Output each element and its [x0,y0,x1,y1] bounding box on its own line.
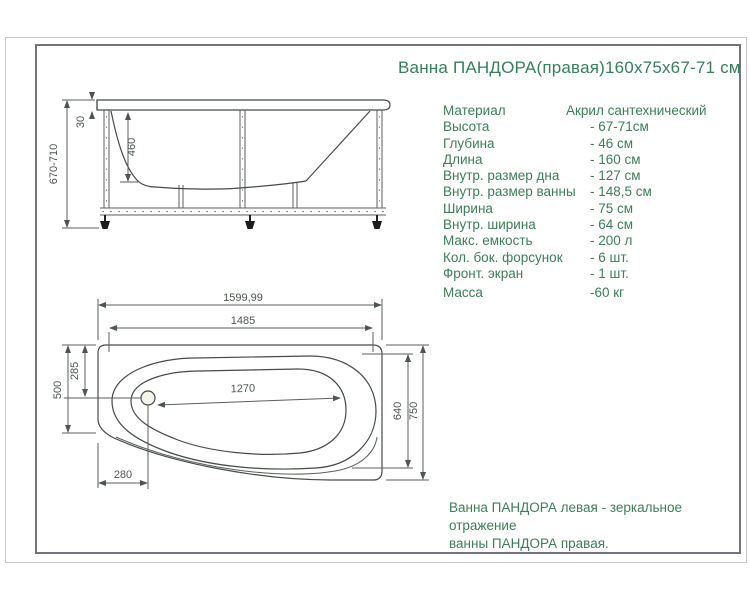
mirror-note-line2: ванны ПАНДОРА правая. [449,536,609,551]
spec-value: Акрил сантехнический [566,103,707,118]
drain-hole [141,391,155,405]
tub-rim-side [97,100,390,110]
mirror-note [449,499,739,553]
spec-value: - 6 шт. [590,249,629,265]
spec-row-inner-size [443,184,713,200]
spec-value: - 200 л [590,233,633,249]
spec-value: - 160 см [590,151,641,167]
spec-row-material [443,103,713,119]
spec-row-bottom-size [443,168,713,184]
spec-row-mass [443,285,713,301]
tub-outline-top [98,345,382,480]
spec-value: - 46 см [590,135,634,151]
dim-inner-depth-label: 460 [126,137,138,157]
spec-value: - 75 см [590,200,634,216]
dim-overall-height-label: 670-710 [48,143,60,185]
spec-value: - 1 шт. [590,265,629,281]
dim-rim-height-label: 30 [75,115,87,129]
seat-sweep-line [116,437,377,474]
spec-label: Макс. емкость [443,233,533,249]
spec-row-height [443,119,713,135]
spec-label: Масса [443,285,483,301]
spec-value: - 67-71см [590,119,649,135]
spec-row-jets [443,250,713,266]
dim-overall-length-label: 1599,99 [223,292,263,304]
support-frame-side [100,110,386,215]
mirror-note-line1: Ванна ПАНДОРА левая - зеркальное отражение [449,500,683,533]
spec-value: -60 кг [590,285,625,301]
basin-floor-contour [131,369,346,454]
dim-drain-offset-left [98,443,147,488]
tub-feet [100,215,382,229]
spec-label: Глубина [443,135,495,151]
dim-bottom-length [158,383,340,405]
dim-inner-length [109,315,373,352]
dim-overall-height [48,100,99,228]
dim-drain-offset-top-label: 285 [69,361,81,381]
spec-label: Внутр. ширина [443,217,536,233]
dim-inner-depth [120,113,138,182]
spec-value: - 127 см [590,168,641,184]
spec-row-width [443,201,713,217]
dim-overall-width-label: 750 [408,401,420,421]
spec-row-inner-width [443,217,713,233]
side-view-drawing [45,88,405,238]
spec-label: Кол. бок. форсунок [443,249,563,265]
dim-inner-width-label: 640 [392,401,404,421]
page-title: Ванна ПАНДОРА(правая)160х75х67-71 см [398,58,741,77]
spec-label: Материал [443,103,506,118]
spec-row-length [443,152,713,168]
dim-drain-offset-top [62,345,96,396]
dim-drain-offset-left-label: 280 [113,469,133,481]
spec-value: - 64 см [590,217,634,233]
dim-bottom-length-label: 1270 [230,382,256,396]
dim-left-width [52,346,96,433]
spec-label: Высота [443,119,490,135]
top-view-drawing [50,290,440,505]
dim-inner-length-label: 1485 [230,315,256,327]
spec-label: Фронт. экран [443,265,524,281]
spec-value: - 148,5 см [590,184,652,200]
spec-label: Внутр. размер дна [443,168,560,184]
spec-row-front-panel [443,266,713,282]
dim-rim-height [75,92,92,128]
spec-row-depth [443,136,713,152]
spec-list [443,103,713,302]
spec-row-capacity [443,233,713,249]
dim-left-width-label: 500 [52,380,64,400]
spec-label: Ширина [443,200,493,216]
spec-label: Длина [443,151,483,167]
spec-label: Внутр. размер ванны [443,184,576,200]
